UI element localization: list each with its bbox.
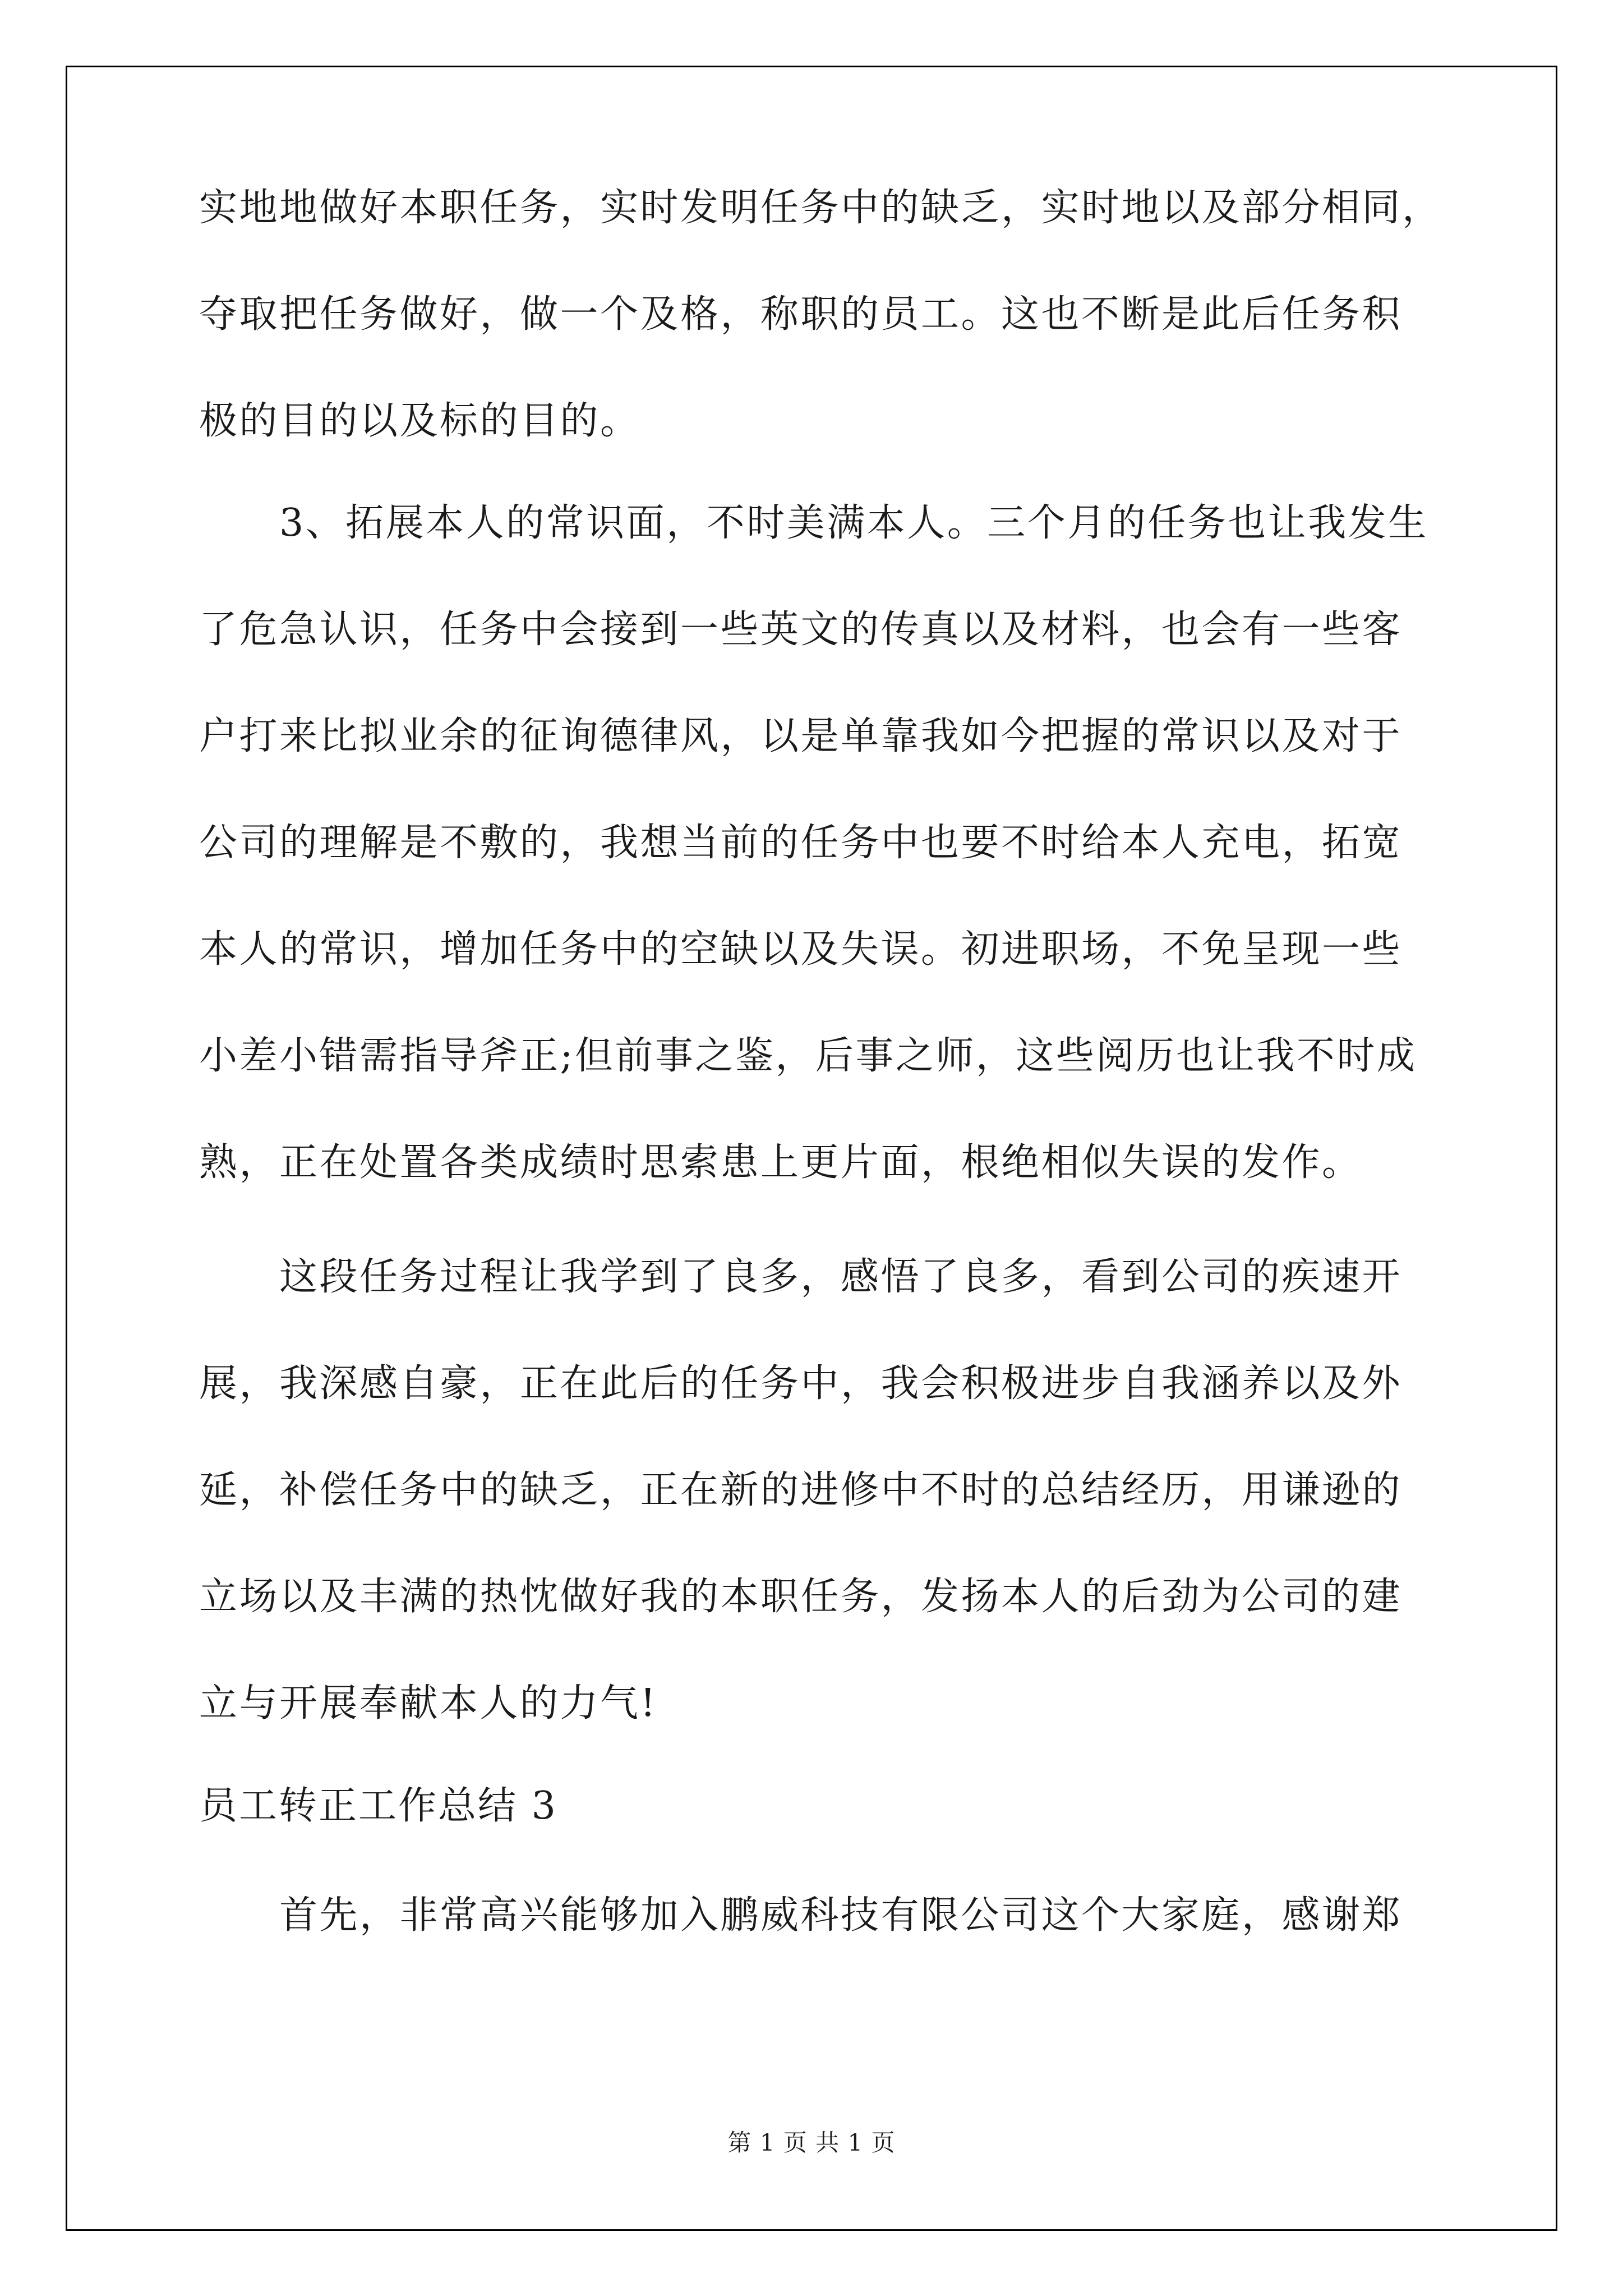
paragraph-3-line-2: 展，我深感自豪，正在此后的任务中，我会积极进步自我涵养以及外 xyxy=(199,1361,1403,1406)
paragraph-1-line-1: 实地地做好本职任务，实时发明任务中的缺乏，实时地以及部分相同， xyxy=(199,186,1442,230)
paragraph-1-line-3: 极的目的以及标的目的。 xyxy=(199,399,640,443)
section-heading: 员工转正工作总结 3 xyxy=(199,1784,557,1828)
paragraph-3-line-3: 延，补偿任务中的缺乏，正在新的进修中不时的总结经历，用谦逊的 xyxy=(199,1468,1403,1512)
page-footer: 第 1 页 共 1 页 xyxy=(727,2129,896,2156)
paragraph-2-line-1: 3、拓展本人的常识面，不时美满本人。三个月的任务也让我发生 xyxy=(279,501,1428,545)
paragraph-1-line-2: 夺取把任务做好，做一个及格，称职的员工。这也不断是此后任务积 xyxy=(199,292,1403,337)
paragraph-2-line-7: 熟，正在处置各类成绩时思索患上更片面，根绝相似失误的发作。 xyxy=(199,1140,1362,1185)
paragraph-3-line-5: 立与开展奉献本人的力气! xyxy=(199,1681,658,1726)
paragraph-2-line-2: 了危急认识，任务中会接到一些英文的传真以及材料，也会有一些客 xyxy=(199,608,1403,652)
paragraph-4-line-1: 首先，非常高兴能够加入鹏威科技有限公司这个大家庭，感谢郑 xyxy=(279,1893,1403,1938)
paragraph-2-line-5: 本人的常识，增加任务中的空缺以及失误。初进职场，不免呈现一些 xyxy=(199,927,1403,972)
paragraph-2-line-4: 公司的理解是不敷的，我想当前的任务中也要不时给本人充电，拓宽 xyxy=(199,821,1403,865)
paragraph-2-line-6: 小差小错需指导斧正;但前事之鉴，后事之师，这些阅历也让我不时成 xyxy=(199,1034,1417,1078)
paragraph-3-line-4: 立场以及丰满的热忱做好我的本职任务，发扬本人的后劲为公司的建 xyxy=(199,1575,1403,1619)
paragraph-2-line-3: 户打来比拟业余的征询德律风，以是单靠我如今把握的常识以及对于 xyxy=(199,714,1403,758)
paragraph-3-line-1: 这段任务过程让我学到了良多，感悟了良多，看到公司的疾速开 xyxy=(279,1255,1403,1299)
